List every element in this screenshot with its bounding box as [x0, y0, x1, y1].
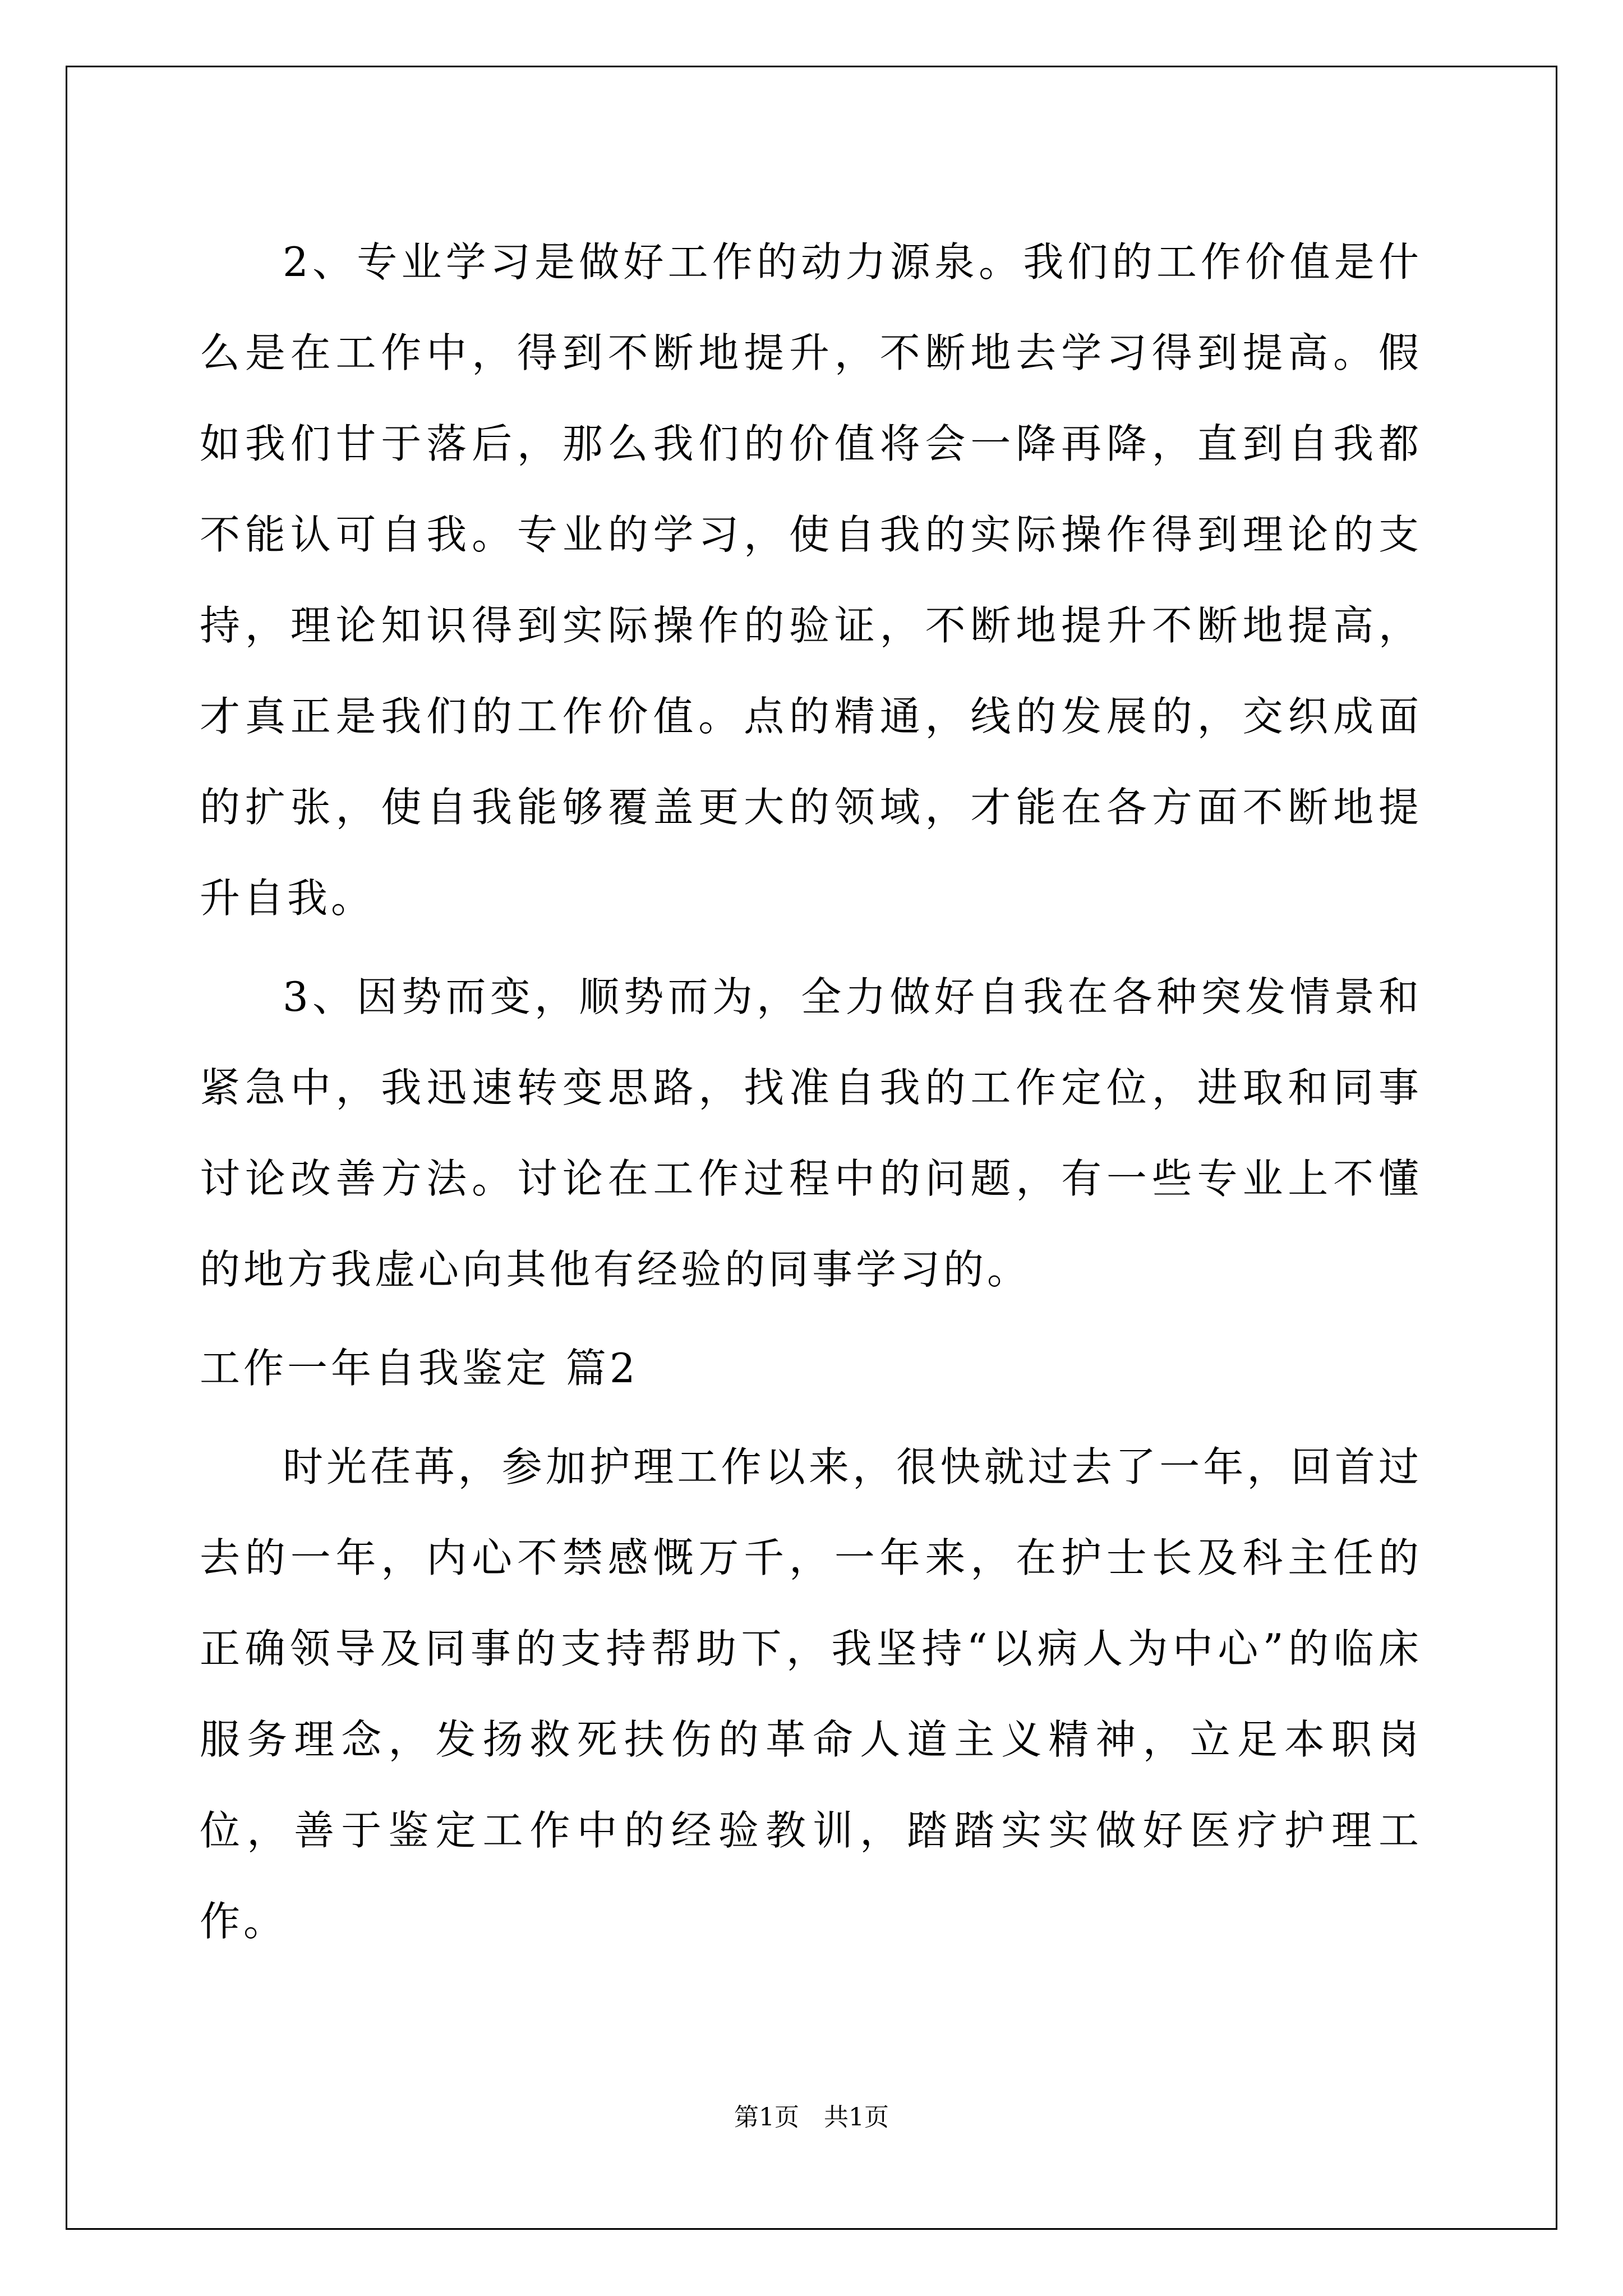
section-heading: 工作一年自我鉴定 篇2: [200, 1345, 639, 1392]
document-body: [200, 217, 1422, 1967]
paragraph-professional-learning: 2、专业学习是做好工作的动力源泉。我们的工作价值是什么是在工作中，得到不断地提升，不断地去学习得到提高。假如我们甘于落后，那么我们的价值将会一降再降，直到自我都不能认可自我。专业的学习，使自我的实际操作得到理论的支持，理论知识得到实际操作的验证，不断地提升不断地提高，才真正是我们的工作价值。点的精通，线的发展的，交织成面的扩张，使自我能够覆盖更大的领域，才能在各方面不断地提升自我。: [200, 238, 1422, 922]
page-number-footer: 第1页 共1页: [734, 2103, 889, 2132]
paragraph-nursing-review: 时光荏苒，参加护理工作以来，很快就过去了一年，回首过去的一年，内心不禁感慨万千，一年来，在护士长及科主任的正确领导及同事的支持帮助下，我坚持“以病人为中心”的临床服务理念，发扬救死扶伤的革命人道主义精神，立足本职岗位，善于鉴定工作中的经验教训，踏踏实实做好医疗护理工作。: [200, 1443, 1422, 1945]
paragraph-adapt-to-change: 3、因势而变，顺势而为，全力做好自我在各种突发情景和紧急中，我迅速转变思路，找准自我的工作定位，进取和同事讨论改善方法。讨论在工作过程中的问题，有一些专业上不懂的地方我虚心向其他有经验的同事学习的。: [200, 973, 1422, 1293]
